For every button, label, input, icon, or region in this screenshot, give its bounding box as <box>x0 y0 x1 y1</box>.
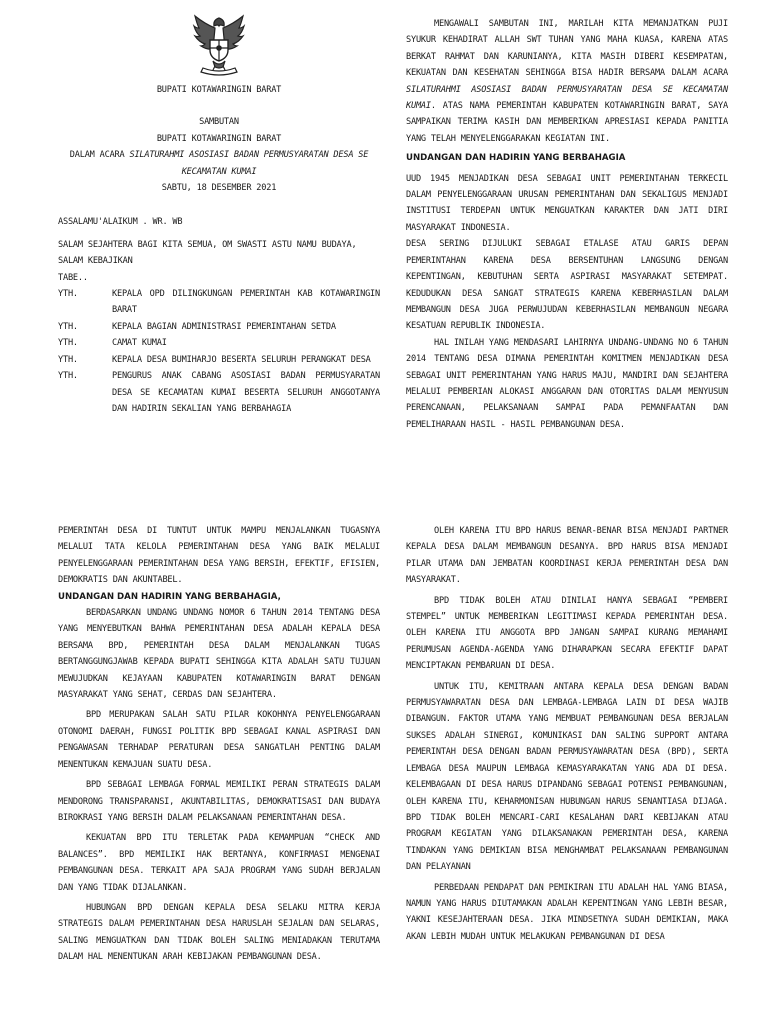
paragraph: UUD 1945 MENJADIKAN DESA SEBAGAI UNIT PEMERINTAHAN TERKECIL DALAM PENYELENGGARAAN URUSAN PEMERINTAHAN DAN SEKALIGUS MENJADI INSTITUSI TERDEPAN UNTUK MENGUATKAN KARAKTER DAN JATI DIRI MASYARAKAT INDONESIA. <box>406 173 728 233</box>
header-column <box>58 14 380 417</box>
event-name: SILATURAHMI ASOSIASI BADAN PERMUSYARATAN DESA SE KECAMATAN KUMAI <box>129 150 369 177</box>
salutation-2: SALAM SEJAHTERA BAGI KITA SEMUA, OM SWASTI ASTU NAMU BUDAYA, <box>58 239 357 250</box>
section-heading: UNDANGAN DAN HADIRIN YANG BERBAHAGIA, <box>58 591 281 602</box>
garuda-emblem-icon <box>189 14 249 78</box>
bupati-title: BUPATI KOTAWARINGIN BARAT <box>156 133 282 144</box>
event-date: SABTU, 18 DESEMBER 2021 <box>161 183 277 194</box>
paragraph: HUBUNGAN BPD DENGAN KEPALA DESA SELAKU MITRA KERJA STRATEGIS DALAM PEMERINTAHAN DESA HARUSLAH SEJALAN DAN SELARAS, SALING MENGUATKAN DAN TIDAK BOLEH SALING MENIADAKAN TERUTAMA DALAM HAL MENENTUKAN ARAH KEBIJAKAN PEMBANGUNAN DESA. <box>58 902 380 963</box>
opening-text: MENGAWALI SAMBUTAN INI, MARILAH KITA MEMANJATKAN PUJI SYUKUR KEHADIRAT ALLAH SWT TUHAN YANG MAHA KUASA, KARENA ATAS BERKAT RAHMAT DAN KARUNIANYA, KITA MASIH DIBERI KESEMPATAN, KEKUATAN DAN KESEHATAN SEHINGGA BISA HADIR BERSAMA DALAM ACARA <box>406 19 728 79</box>
yth-text: KEPALA BAGIAN ADMINISTRASI PEMERINTAHAN SETDA <box>112 321 336 332</box>
yth-text: KEPALA OPD DILINGKUNGAN PEMERINTAH KAB KOTAWARINGIN BARAT <box>112 289 380 316</box>
paragraph: HAL INILAH YANG MENDASARI LAHIRNYA UNDANG-UNDANG NO 6 TAHUN 2014 TENTANG DESA DIMANA PEMERINTAH KOMITMEN MENJADIKAN DESA SEBAGAI UNIT PEMERINTAHAN YANG HARUS MAJU, MANDIRI DAN SEJAHTERA MELALUI PEMBERIAN ALOKASI ANGGARAN DAN OTORITAS DALAM MENYUSUN PERENCANAAN, PELAKSANAAN SAMPAI PADA PEMANFAATAN DAN PEMELIHARAAN HASIL - HASIL PEMBANGUNAN DESA. <box>406 337 728 430</box>
paragraph: PEMERINTAH DESA DI TUNTUT UNTUK MAMPU MENJALANKAN TUGASNYA MELALUI TATA KELOLA PEMERINTAHAN DESA YANG BAIK MELALUI PENYELENGGARAAN PEMERINTAHAN DESA YANG BERSIH, EFEKTIF, EFISIEN, DEMOKRATIS DAN AKUNTABEL. <box>58 526 380 586</box>
yth-label: YTH. <box>58 354 78 365</box>
paragraph: UNTUK ITU, KEMITRAAN ANTARA KEPALA DESA DENGAN BADAN PERMUSYAWARATAN DESA DAN LEMBAGA-LEMBAGA LAIN DI DESA WAJIB DIBANGUN. FAKTOR UTAMA YANG MEMBUAT PEMBANGUNAN DESA BERJALAN SUKSES ADALAH SINERGI, KOMUNIKASI DAN SALING SUPPORT ANTARA PEMERINTAH DESA DENGAN BADAN PERMUSYAWARATAN DESA (BPD), SERTA LEMBAGA DESA MAUPUN LEMBAGA KEMASYARAKATAN YANG ADA DI DESA. KELEMBAGAAN DI DESA HARUS DIPANDANG SEBAGAI POTENSI PEMBANGUNAN, OLEH KARENA ITU, KEHARMONISAN HUBUNGAN HARUS SENANTIASA DIJAGA. BPD TIDAK BOLEH MENCARI-CARI KESALAHAN DARI KEBIJAKAN ATAU PROGRAM KEGIATAN YANG DILAKSANAKAN PEMERINTAH DESA, KARENA TINDAKAN YANG DEMIKIAN BISA MENGHAMBAT PELAKSANAAN PEMBANGUNAN DAN PELAYANAN <box>406 681 728 873</box>
opening-event-name: SILATURAHMI ASOSIASI BADAN PERMUSYARATAN DESA SE KECAMATAN KUMAI <box>406 84 728 112</box>
event-prefix: DALAM ACARA <box>69 150 130 161</box>
yth-item <box>58 352 380 368</box>
office-title: BUPATI KOTAWARINGIN BARAT <box>156 85 282 95</box>
yth-item <box>58 335 380 351</box>
yth-label: YTH. <box>58 371 78 382</box>
yth-item <box>58 319 380 335</box>
yth-label: YTH. <box>58 338 78 349</box>
opening-text-end: . ATAS NAMA PEMERINTAH KABUPATEN KOTAWARINGIN BARAT, SAYA SAMPAIKAN TERIMA KASIH DAN MEMBERIKAN APRESIASI KEPADA PANITIA YANG TELAH MENYELENGGARAKAN KEGIATAN INI. <box>406 101 728 144</box>
body-column-right <box>406 523 728 945</box>
paragraph: DESA SERING DIJULUKI SEBAGAI ETALASE ATAU GARIS DEPAN PEMERINTAHAN KARENA DESA BERSENTUHAN LANGSUNG DENGAN KEPENTINGAN, KEBUTUHAN SERTA ASPIRASI MASYARAKAT SETEMPAT. KEDUDUKAN DESA SANGAT STRATEGIS KARENA KEBERHASILAN DALAM MEMBANGUN DESA JUGA PERWUJUDAN KEBERHASILAN MEMBANGUN NEGARA KESATUAN REPUBLIK INDONESIA. <box>406 239 728 332</box>
paragraph: OLEH KARENA ITU BPD HARUS BENAR-BENAR BISA MENJADI PARTNER KEPALA DESA DALAM MEMBANGUN DESANYA. BPD HARUS BISA MENJADI PILAR UTAMA DAN JEMBATAN KOORDINASI KERJA PEMERINTAH DESA DAN MASYARAKAT. <box>406 526 728 586</box>
paragraph: BPD MERUPAKAN SALAH SATU PILAR KOKOHNYA PENYELENGGARAAN OTONOMI DAERAH, FUNGSI POLITIK BPD SEBAGAI KANAL ASPIRASI DAN PENGAWASAN TERHADAP PERATURAN DESA SANGATLAH PENTING DALAM MENENTUKAN KEMAJUAN SUATU DESA. <box>58 710 380 770</box>
salutation-3: SALAM KEBAJIKAN <box>58 256 133 267</box>
section-heading: UNDANGAN DAN HADIRIN YANG BERBAHAGIA <box>406 153 626 164</box>
yth-label: YTH. <box>58 289 78 300</box>
salutation-1: ASSALAMU'ALAIKUM . WR. WB <box>58 217 183 228</box>
paragraph: KEKUATAN BPD ITU TERLETAK PADA KEMAMPUAN “CHECK AND BALANCES”. BPD MEMILIKI HAK BERTANYA, KONFIRMASI MENGENAI PEMBANGUNAN DESA. TERKAIT APA SAJA PROGRAM YANG SUDAH BERJALAN DAN YANG TIDAK DIJALANKAN. <box>58 833 380 893</box>
yth-item <box>58 286 380 319</box>
body-column-left <box>58 523 380 966</box>
event-line <box>58 147 380 180</box>
sambutan-title: SAMBUTAN <box>199 117 239 128</box>
opening-paragraph <box>406 16 728 147</box>
garuda-emblem <box>58 14 380 78</box>
yth-label: YTH. <box>58 321 78 332</box>
yth-text: CAMAT KUMAI <box>112 338 167 349</box>
opening-column <box>406 16 728 433</box>
paragraph: PERBEDAAN PENDAPAT DAN PEMIKIRAN ITU ADALAH HAL YANG BIASA, NAMUN YANG HARUS DIUTAMAKAN ADALAH KEPENTINGAN YANG LEBIH BESAR, YAKNI KESEJAHTERAAN DESA. JIKA MINDSETNYA SUDAH DEMIKIAN, MAKA AKAN LEBIH MUDAH UNTUK MELAKUKAN PEMBANGUNAN DI DESA <box>406 882 728 942</box>
salutation-4: TABE.. <box>58 272 88 283</box>
paragraph: BERDASARKAN UNDANG UNDANG NOMOR 6 TAHUN 2014 TENTANG DESA YANG MENYEBUTKAN BAHWA PEMERINTAHAN DESA ADALAH KEPALA DESA BERSAMA BPD, PEMERINTAH DESA DALAM MENJALANKAN TUGAS BERTANGGUNGJAWAB KEPADA BUPATI SEHINGGA KITA ADALAH SATU TUJUAN MEWUJUDKAN KEJAYAAN KABUPATEN KOTAWARINGIN BARAT DENGAN MASYARAKAT YANG SEHAT, CERDAS DAN SEJAHTERA. <box>58 608 380 701</box>
yth-item <box>58 368 380 417</box>
yth-text: PENGURUS ANAK CABANG ASOSIASI BADAN PERMUSYARATAN DESA SE KECAMATAN KUMAI BESERTA SELURUH ANGGOTANYA DAN HADIRIN SEKALIAN YANG BERBAHAGIA <box>112 371 380 414</box>
yth-text: KEPALA DESA BUMIHARJO BESERTA SELURUH PERANGKAT DESA <box>112 354 371 365</box>
paragraph: BPD TIDAK BOLEH ATAU DINILAI HANYA SEBAGAI “PEMBERI STEMPEL” UNTUK MEMBERIKAN LEGITIMASI KEPADA PEMERINTAH DESA. OLEH KARENA ITU ANGGOTA BPD JANGAN SAMPAI KURANG MEMAHAMI PERUMUSAN AGENDA-AGENDA YANG DIHARAPKAN SECARA EFEKTIF DAPAT MENCIPTAKAN PEMBARUAN DI DESA. <box>406 595 728 672</box>
paragraph: BPD SEBAGAI LEMBAGA FORMAL MEMILIKI PERAN STRATEGIS DALAM MENDORONG TRANSPARANSI, AKUNTABILITAS, DEMOKRATISASI DAN BUDAYA BIROKRASI YANG BERSIH DALAM PELAKSANAAN PEMERINTAHAN DESA. <box>58 780 380 823</box>
